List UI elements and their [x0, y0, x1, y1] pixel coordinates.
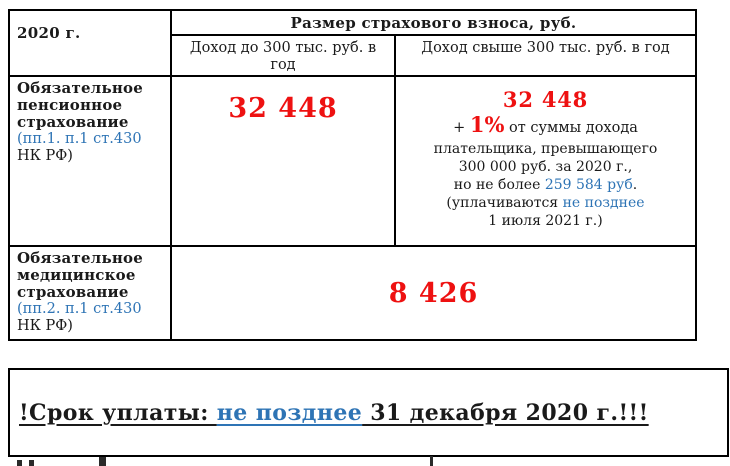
clipped-text-fragment — [29, 460, 34, 466]
column-header-income-under-300k — [172, 36, 396, 77]
max-amount-prefix: но не более — [453, 177, 545, 193]
payment-deadline-text — [19, 400, 649, 426]
payment-deadline-banner — [8, 368, 729, 457]
payment-deadline-highlight: не позднее — [562, 195, 645, 211]
pension-note-line2: плательщика, превышающего — [433, 141, 658, 157]
column-header-income-over-300k — [396, 36, 695, 77]
one-percent-value: 1% — [469, 112, 505, 137]
pension-insurance-title: Обязательное пенсионное страхование — [17, 79, 143, 131]
table-main-header — [172, 11, 695, 36]
pension-over-300k-cell — [396, 77, 695, 247]
medical-insurance-amount-cell — [172, 247, 695, 339]
plus-sign: + — [453, 120, 470, 136]
pension-note-line5 — [396, 194, 695, 212]
medical-insurance-row-header — [10, 247, 172, 339]
pension-insurance-row-header — [10, 77, 172, 247]
pension-under-300k-cell — [172, 77, 396, 247]
income-over-300k-label: Доход свыше 300 тыс. руб. в год — [421, 40, 670, 56]
medical-insurance-amount: 8 426 — [388, 277, 479, 309]
pension-one-percent-line — [396, 113, 695, 140]
income-under-300k-label: Доход до 300 тыс. руб. в год — [189, 40, 377, 73]
max-amount-value: 259 584 руб — [544, 177, 633, 193]
clipped-text-fragment — [430, 456, 433, 466]
contributions-table — [8, 9, 697, 341]
payment-note-prefix: (уплачиваются — [446, 195, 563, 211]
pension-law-reference-link: (пп.1. п.1 ст.430 — [17, 131, 142, 147]
main-header-label: Размер страхового взноса, руб. — [290, 14, 577, 32]
max-amount-period: . — [632, 177, 638, 193]
pension-insurance-reference — [17, 131, 166, 165]
deadline-date: 31 декабря 2020 г.!!! — [362, 399, 649, 426]
pension-law-reference-rest: НК РФ) — [17, 148, 73, 164]
pension-under-300k-amount: 32 448 — [228, 93, 338, 124]
pension-over-300k-base-amount: 32 448 — [502, 87, 589, 112]
medical-insurance-reference — [17, 301, 166, 335]
medical-insurance-title: Обязательное медицинское страхование — [17, 249, 143, 301]
clipped-text-fragment — [99, 457, 106, 466]
deadline-label: !Срок уплаты: — [19, 399, 217, 426]
pension-note-line3: 300 000 руб. за 2020 г., — [458, 159, 633, 175]
year-header-cell — [10, 11, 172, 77]
deadline-highlight: не позднее — [216, 399, 363, 426]
year-label: 2020 г. — [17, 24, 81, 42]
clipped-text-fragment — [17, 460, 22, 466]
pension-note-line4 — [396, 176, 695, 194]
medical-law-reference-rest: НК РФ) — [17, 318, 73, 334]
medical-law-reference-link: (пп.2. п.1 ст.430 — [17, 301, 142, 317]
one-percent-description: от суммы дохода — [504, 120, 638, 136]
pension-note-line6: 1 июля 2021 г.) — [488, 213, 603, 229]
